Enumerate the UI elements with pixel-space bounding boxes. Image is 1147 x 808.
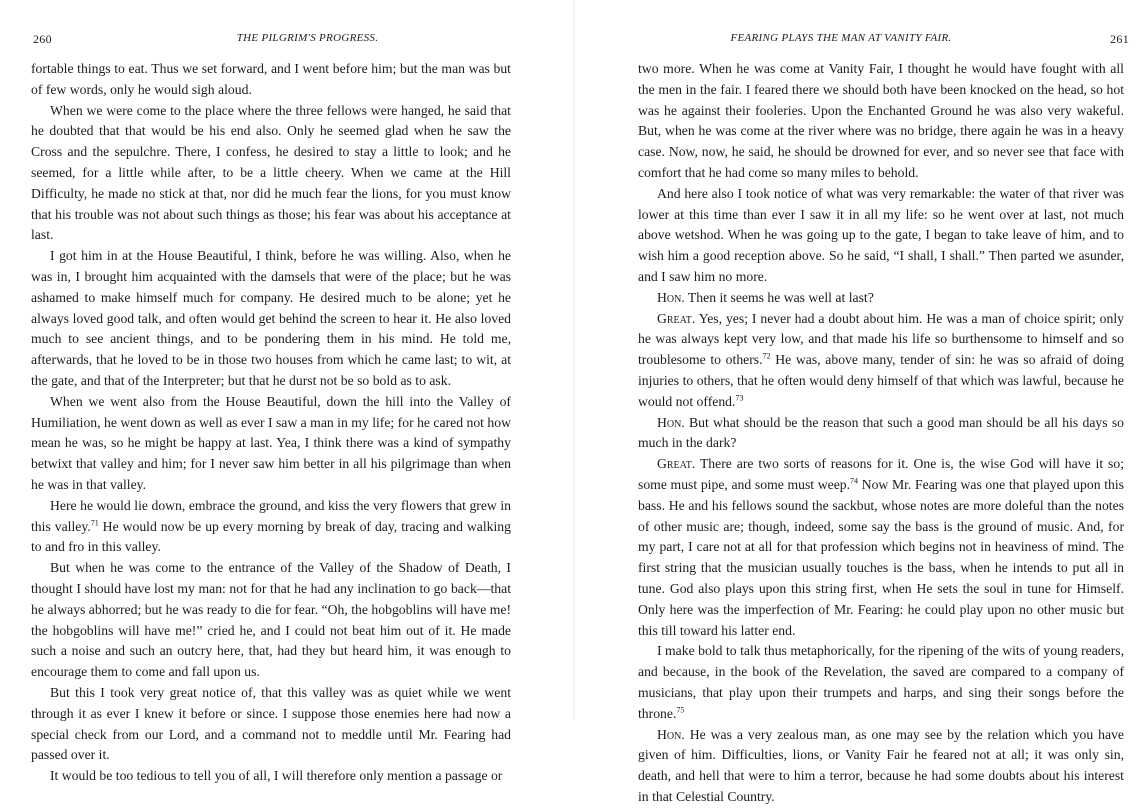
- right-running-header: [575, 32, 1147, 48]
- left-running-header: [0, 32, 575, 48]
- footnote-ref: 72: [762, 351, 771, 361]
- paragraph: Hon. But what should be the reason that such a good man should be all his days so much in the dark?: [638, 414, 1124, 451]
- left-body-text: [31, 59, 511, 787]
- right-page: [575, 0, 1147, 804]
- speaker-label: Hon.: [657, 726, 685, 742]
- paragraph: Hon. Then it seems he was well at last?: [657, 289, 874, 305]
- paragraph: But when he was come to the entrance of the Valley of the Shadow of Death, I thought I should have lost my man: not for that he had any inclination to go back—that he always abhorred; but he was ready to die for fear. “Oh, the hobgoblins will have me! the hobgoblins will have me!” cried he, and I could not beat him out of it. He made such a noise and such an outcry here, that, had they but heard him, it was enough to encourage them to come and fall upon us.: [31, 560, 511, 680]
- right-page-number: 261: [1110, 32, 1129, 46]
- left-page: [0, 0, 575, 784]
- footnote-ref: 74: [850, 476, 859, 486]
- paragraph: When we were come to the place where the three fellows were hanged, he said that he doubted that that would be his end also. Only he seemed glad when he saw the Cross and the sepulchre. There, I confess, he desired to stay a little to look; and he seemed, for a little while after, to be a little cheery. When we came at the Hill Difficulty, he made no stick at that, nor did he much fear the lions, for you must know that his trouble was not about such things as those; his fear was about his acceptance at last.: [31, 102, 511, 243]
- paragraph: It would be too tedious to tell you of all, I will therefore only mention a passage or: [50, 768, 503, 784]
- right-body-text: [638, 59, 1124, 808]
- paragraph: But this I took very great notice of, that this valley was as quiet while we went through it as ever I knew it before or since. I suppose those enemies here had now a special check from our Lord, and a command not to meddle until Mr. Fearing had passed over it.: [31, 684, 511, 763]
- speaker-label: Hon.: [657, 414, 685, 430]
- right-running-head: FEARING PLAYS THE MAN AT VANITY FAIR.: [730, 32, 952, 44]
- paragraph: two more. When he was come at Vanity Fair, I thought he would have fought with all the men in the fair. I feared there we should both have been knocked on the head, so hot was he against their fooleries. Upon the Enchanted Ground he was also very wakeful. But, when he was come at the river where was no bridge, there again he was in a heavy case. Now, now, he said, he should be drowned for ever, and so never see that face with comfort that he had come so many miles to behold.: [638, 61, 1124, 180]
- speaker-label: Great.: [657, 456, 696, 472]
- left-page-number: 260: [33, 32, 52, 46]
- paragraph: I got him in at the House Beautiful, I think, before he was willing. Also, when he was in, I brought him acquainted with the damsels that were of the place; but he was ashamed to make himself much for company. He desired much to be alone; yet he always loved good talk, and often would get behind the screen to hear it. He also loved much to see ancient things, and to be pondering them in his mind. He told me, afterwards, that he loved to be in those two houses from which he came last; to wit, at the gate, and that of the Interpreter; but that he durst not be so bold as to ask.: [31, 248, 511, 388]
- speaker-label: Hon.: [657, 289, 685, 305]
- paragraph: I make bold to talk thus metaphorically, for the ripening of the wits of young readers, and because, in the book of the Revelation, the saved are compared to a company of musicians, that play upon their trumpets and harps, and sing their songs before the throne.$^{75}$: [638, 643, 1124, 721]
- paragraph: Here he would lie down, embrace the ground, and kiss the very flowers that grew in this valley.$^{71}$ He would now be up every morning by break of day, tracing and walking to and fro in this valley.: [31, 497, 511, 555]
- paragraph: Hon. He was a very zealous man, as one may see by the relation which you have given of him. Difficulties, lions, or Vanity Fair he feared not at all; it was only sin, death, and hell that were to him a terror, because he had some doubts about his interest in that Celestial Country.: [638, 726, 1124, 804]
- paragraph: fortable things to eat. Thus we set forward, and I went before him; but the man was but of few words, only he would sigh aloud.: [31, 61, 511, 97]
- paragraph: And here also I took notice of what was very remarkable: the water of that river was lower at this time than ever I saw it in all my life: so he went over at last, not much above wetshod. When he was going up to the gate, I began to take leave of him, and to wish him a good reception above. So he said, “I shall, I shall.” Then parted we asunder, and I saw him no more.: [638, 185, 1124, 284]
- paragraph: Great. Yes, yes; I never had a doubt about him. He was a man of choice spirit; only he was always kept very low, and that made his life so burthensome to himself and so troublesome to others.$^{72}$ He was, above many, tender of sin: he was so afraid of doing injuries to others, that he often would deny himself of that which was lawful, because he would not offend.$^{73}$: [638, 310, 1124, 409]
- paragraph: When we went also from the House Beautiful, down the hill into the Valley of Humiliation, he went down as well as ever I saw a man in my life; for he cared not how mean he was, so he might be happy at last. Yea, I think there was a kind of sympathy betwixt that valley and him; for I never saw him better in all his pilgrimage than when he was in that valley.: [31, 393, 511, 492]
- footnote-ref: 71: [90, 517, 99, 527]
- left-running-head: THE PILGRIM'S PROGRESS.: [236, 32, 379, 44]
- footnote-ref: 73: [735, 393, 744, 403]
- paragraph: Great. There are two sorts of reasons for it. One is, the wise God will have it so; some must pipe, and some must weep.$^{74}$ Now Mr. Fearing was one that played upon this bass. He and his fellows sound the sackbut, whose notes are more doleful than the notes of other music are; though, indeed, some say the bass is the ground of music. And, for my part, I care not at all for that profession which begins not in heaviness of mind. The first string that the musician usually touches is the bass, when he intends to put all in tune. God also plays upon this string first, when He sets the soul in tune for Himself. Only here was the imperfection of Mr. Fearing: he could play upon no other music but this till toward his latter end.: [638, 456, 1124, 638]
- speaker-label: Great.: [657, 310, 696, 326]
- footnote-ref: 75: [676, 705, 685, 715]
